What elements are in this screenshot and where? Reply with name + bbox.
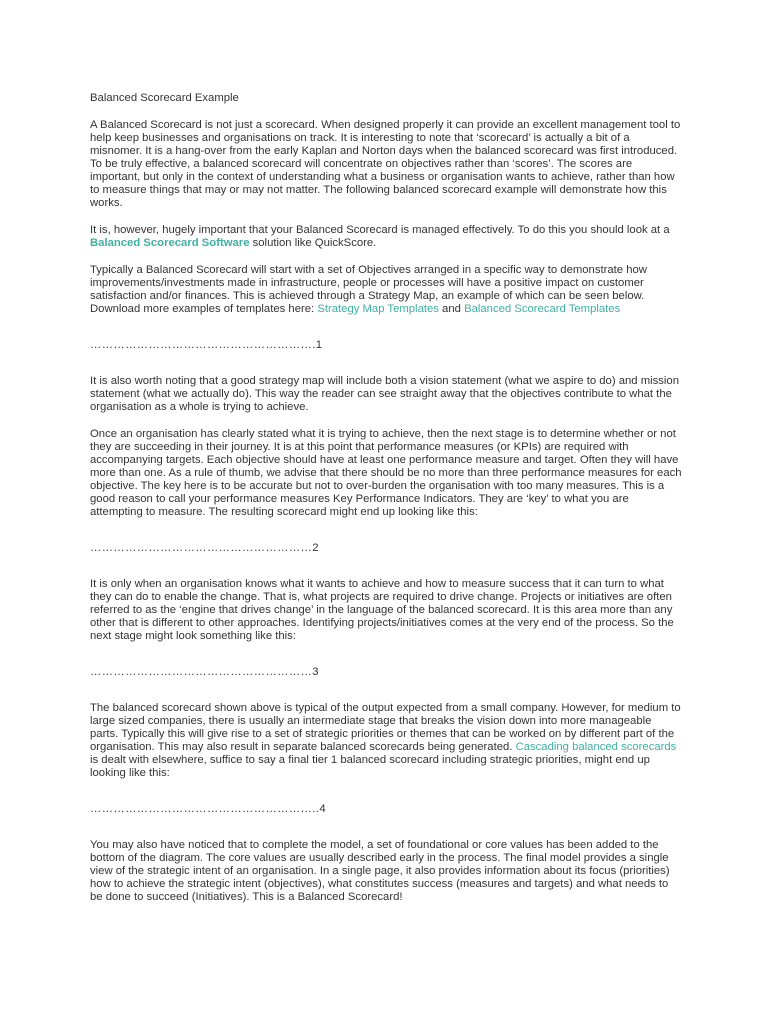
figure-placeholder-3: …………………………………………………3 xyxy=(90,666,319,678)
conclusion-paragraph: You may also have noticed that to complete the model, a set of foundational or core values has been added to the bottom of the diagram. The core values are usually described early in the process. The final model provides a single view of the strategic intent of an organisation. In a single page, it also provides information about its focus (priorities) how to achieve the strategic intent (objectives), what constitutes success (measures and targets) and what needs to be done to succeed (Initiatives). This is a Balanced Scorecard! xyxy=(90,839,670,903)
cascading-paragraph xyxy=(90,702,682,780)
templates-paragraph xyxy=(90,264,682,316)
vision-paragraph: It is also worth noting that a good strategy map will include both a vision statement (what we aspire to do) and mission statement (what we actually do). This way the reader can see straight away that the objectives contribute to what the organisation as a whole is trying to achieve. xyxy=(90,375,679,413)
document-title: Balanced Scorecard Example xyxy=(90,92,239,104)
software-text-before: It is, however, hugely important that your Balanced Scorecard is managed effectively. To do this you should look at a xyxy=(90,224,670,236)
cascading-text-before: The balanced scorecard shown above is typical of the output expected from a small company. However, for medium to large sized companies, there is usually an intermediate stage that breaks the vision down into more manageable parts. Typically this will give rise to a set of strategic priorities or themes that can be worked on by different part of the organisation. This may also result in separate balanced scorecards being generated. xyxy=(90,702,681,753)
software-paragraph xyxy=(90,224,682,250)
templates-text-before: Typically a Balanced Scorecard will start with a set of Objectives arranged in a specific way to demonstrate how improvements/investments made in infrastructure, people or processes will have a positive impact on customer satisfaction and/or finances. This is achieved through a Strategy Map, an example of which can be seen below. Download more examples of templates here: xyxy=(90,264,647,315)
software-text-after: solution like QuickScore. xyxy=(249,237,377,249)
kpi-paragraph: Once an organisation has clearly stated what it is trying to achieve, then the next stage is to determine whether or not they are succeeding in their journey. It is at this point that performance measures (or KPIs) are required with accompanying targets. Each objective should have at least one performance measure and target. Often they will have more than one. As a rule of thumb, we advise that there should be no more than three performance measures for each objective. The key here is to be accurate but not to over-burden the organisation with too many measures. This is a good reason to call your performance measures Key Performance Indicators. They are ‘key’ to what you are attempting to measure. The resulting scorecard might end up looking like this: xyxy=(90,428,682,518)
document-page xyxy=(90,92,682,918)
intro-paragraph: A Balanced Scorecard is not just a scorecard. When designed properly it can provide an excellent management tool to help keep businesses and organisations on track. It is interesting to note that ‘scorecard’ is actually a bit of a misnomer. It is a hang-over from the early Kaplan and Norton days when the balanced scorecard was first introduced. To be truly effective, a balanced scorecard will concentrate on objectives rather than ‘scores’. The scores are important, but only in the context of understanding what a business or organisation wants to achieve, rather than how to measure things that may or may not matter. The following balanced scorecard example will demonstrate how this works. xyxy=(90,119,681,209)
figure-placeholder-1: ………………………………………………….1 xyxy=(90,339,323,351)
strategy-map-templates-link[interactable]: Strategy Map Templates xyxy=(317,303,439,315)
cascading-text-after: is dealt with elsewhere, suffice to say a final tier 1 balanced scorecard including strategic priorities, might end up looking like this: xyxy=(90,754,650,779)
cascading-scorecards-link[interactable]: Cascading balanced scorecards xyxy=(515,741,677,753)
figure-placeholder-2: …………………………………………………2 xyxy=(90,542,319,554)
figure-placeholder-4: …………………………………………………..4 xyxy=(90,803,327,815)
initiatives-paragraph: It is only when an organisation knows what it wants to achieve and how to measure success that it can turn to what they can do to enable the change. That is, what projects are required to drive change. Projects or initiatives are often referred to as the ‘engine that drives change’ in the language of the balanced scorecard. It is this area more than any other that is different to other approaches. Identifying projects/initiatives comes at the very end of the process. So the next stage might look something like this: xyxy=(90,578,674,642)
templates-text-middle: and xyxy=(438,303,465,315)
balanced-scorecard-templates-link[interactable]: Balanced Scorecard Templates xyxy=(464,303,621,315)
balanced-scorecard-software-link[interactable]: Balanced Scorecard Software xyxy=(90,237,250,249)
